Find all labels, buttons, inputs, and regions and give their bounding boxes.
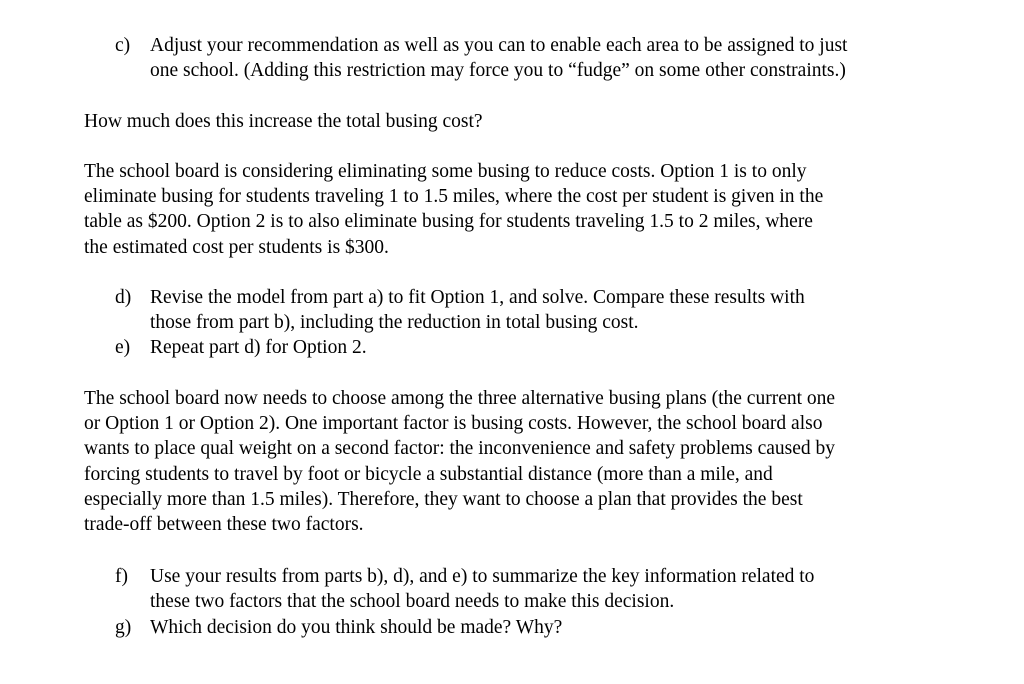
list-marker-g: g) xyxy=(115,617,132,638)
paragraph-line: table as $200. Option 2 is to also eliminate busing for students traveling 1.5 to 2 miles, where xyxy=(84,211,813,233)
part-d-line: Revise the model from part a) to fit Option 1, and solve. Compare these results with xyxy=(150,287,805,308)
list-item-part-f xyxy=(115,564,955,614)
list-item-part-g xyxy=(115,615,955,640)
part-f-line: these two factors that the school board needs to make this decision. xyxy=(150,591,675,613)
paragraph-line: forcing students to travel by foot or bicycle a substantial distance (more than a mile, and xyxy=(84,463,773,485)
paragraph-line: The school board now needs to choose among the three alternative busing plans (the current one xyxy=(84,388,836,409)
part-f-line: Use your results from parts b), d), and e) to summarize the key information related to xyxy=(150,566,815,587)
list-item-part-e xyxy=(115,335,955,360)
list-marker-e: e) xyxy=(115,337,131,358)
list-item-part-d xyxy=(115,285,955,335)
paragraph-line: eliminate busing for students traveling 1 to 1.5 miles, where the cost per student is given in the xyxy=(84,186,824,208)
part-c-line: Adjust your recommendation as well as you can to enable each area to be assigned to just xyxy=(150,35,848,56)
part-c-line: one school. (Adding this restriction may force you to “fudge” on some other constraints.) xyxy=(150,60,846,82)
paragraph-line: The school board is considering eliminating some busing to reduce costs. Option 1 is to only xyxy=(84,161,807,182)
paragraph-line: or Option 1 or Option 2). One important factor is busing costs. However, the school board also xyxy=(84,413,823,435)
question-cost-increase xyxy=(84,109,944,134)
paragraph-line: the estimated cost per students is $300. xyxy=(84,236,389,258)
list-marker-d: d) xyxy=(115,287,132,308)
paragraph-line: trade-off between these two factors. xyxy=(84,514,364,536)
part-e-line: Repeat part d) for Option 2. xyxy=(150,337,367,358)
paragraph-plan-choice xyxy=(84,386,944,537)
part-g-line: Which decision do you think should be made? Why? xyxy=(150,617,563,638)
paragraph-line: wants to place qual weight on a second factor: the inconvenience and safety problems caused by xyxy=(84,438,836,460)
list-marker-f: f) xyxy=(115,566,128,587)
part-d-line: those from part b), including the reduction in total busing cost. xyxy=(150,312,639,334)
question-line: How much does this increase the total busing cost? xyxy=(84,111,483,132)
list-item-part-c xyxy=(115,33,955,83)
list-marker-c: c) xyxy=(115,35,131,56)
paragraph-busing-options xyxy=(84,159,944,260)
paragraph-line: especially more than 1.5 miles). Therefore, they want to choose a plan that provides the best xyxy=(84,488,803,510)
